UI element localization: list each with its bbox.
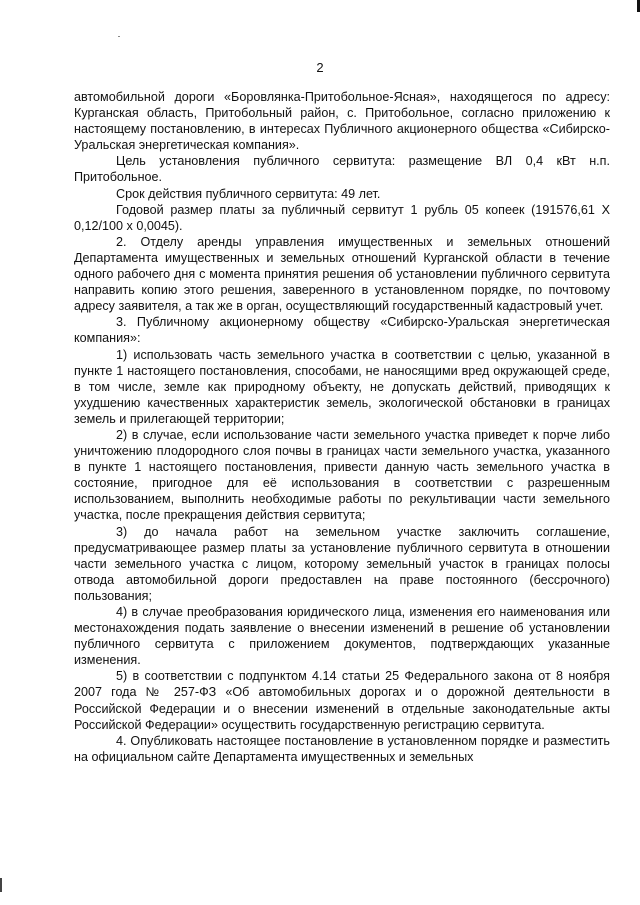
paragraph-servitude-term: Срок действия публичного сервитута: 49 лет. bbox=[116, 186, 381, 201]
scan-edge-mark-left bbox=[0, 878, 2, 892]
page-number: 2 bbox=[316, 60, 324, 75]
paragraph-item-3-1: 1) использовать часть земельного участка в соответствии с целью, указанной в пункте 1 настоящего постановления, способами, не наносящими вред окружающей среде, в том числе, земле как природному объекту, не допускать действий, приводящих к ухудшению качественных характеристик земель, экологической обстановки в границах земель и прилегающей территории; bbox=[74, 347, 610, 426]
paragraph-item-2: 2. Отделу аренды управления имущественных и земельных отношений Департамента имущественных и земельных отношений Курганской области в течение одного рабочего дня с момента принятия решения об установлении публичного сервитута направить копию этого решения, заверенного в установленном порядке, по почтовому адресу заявителя, а так же в орган, осуществляющий государственный кадастровый учет. bbox=[74, 234, 610, 314]
scan-speck bbox=[118, 36, 120, 37]
paragraph-servitude-purpose: Цель установления публичного сервитута: размещение ВЛ 0,4 кВт н.п. Притобольное. bbox=[74, 154, 610, 185]
paragraph-item-3-3: 3) до начала работ на земельном участке заключить соглашение, предусматривающее размер платы за установление публичного сервитута в отношении части земельного участка с лицом, которому земельный участок в границах полосы отвода автомобильной дороги предоставлен на праве постоянного (бессрочного) пользования; bbox=[74, 524, 610, 603]
paragraph-item-4: 4. Опубликовать настоящее постановление в установленном порядке и разместить на официальном сайте Департамента имущественных и земельных bbox=[74, 733, 610, 764]
paragraph-item-3: 3. Публичному акционерному обществу «Сибирско-Уральская энергетическая компания»: bbox=[74, 315, 610, 346]
paragraph-item-3-5: 5) в соответствии с подпунктом 4.14 статьи 25 Федерального закона от 8 ноября 2007 года № 257-ФЗ «Об автомобильных дорогах и о дорожной деятельности в Российской Федерации и о внесении изменений в отдельные законодательные акты Российской Федерации» осуществить государственную регистрацию сервитута. bbox=[74, 669, 610, 732]
paragraph-annual-fee: Годовой размер платы за публичный сервитут 1 рубль 05 копеек (191576,61 Х 0,12/100 х 0,0045). bbox=[74, 202, 610, 233]
paragraph-continuation: автомобильной дороги «Боровлянка-Притобольное-Ясная», находящегося по адресу: Курганская область, Притобольный район, с. Притобольное, согласно приложению к настоящему постановлению, в интересах Публичного акционерного общества «Сибирско-Уральская энергетическая компания». bbox=[74, 90, 610, 153]
document-body bbox=[74, 89, 610, 765]
paragraph-item-3-2: 2) в случае, если использование части земельного участка приведет к порче либо уничтожению плодородного слоя почвы в границах части земельного участка, указанного в пункте 1 настоящего постановления, привести данную часть земельного участка в состояние, пригодное для её использования в соответствии с разрешенным использованием, выполнить необходимые работы по рекультивации части земельного участка, после прекращения действия сервитута; bbox=[74, 427, 610, 523]
paragraph-item-3-4: 4) в случае преобразования юридического лица, изменения его наименования или местонахождения подать заявление о внесении изменений в решение об установлении публичного сервитута с приложением документов, подтверждающих указанные изменения. bbox=[74, 605, 610, 668]
